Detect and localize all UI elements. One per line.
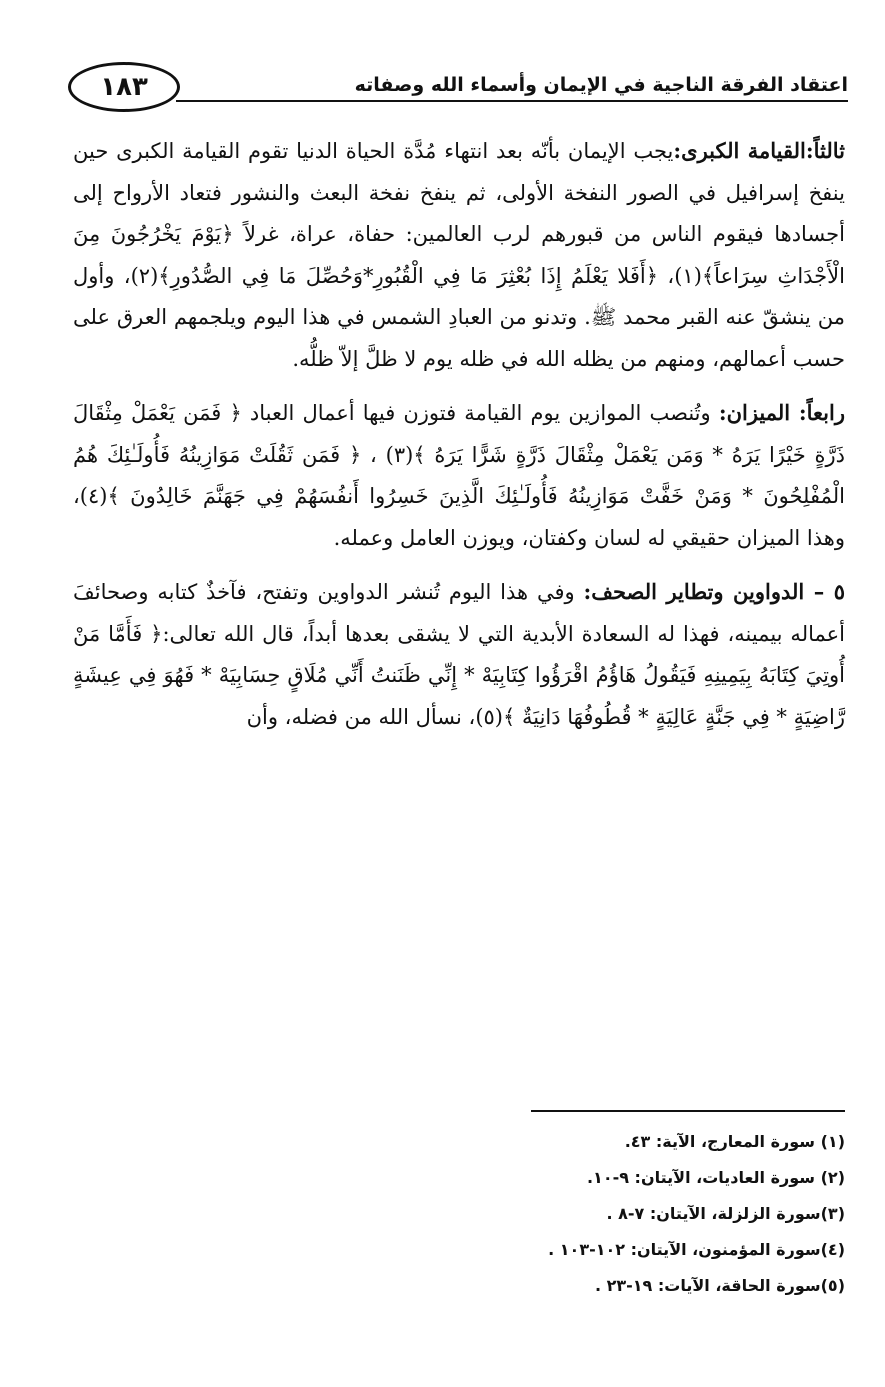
footnote-item: (٥)سورة الحاقة، الآيات: ١٩-٢٣ . <box>594 1276 845 1295</box>
paragraph-text: يجب الإيمان بأنّه بعد انتهاء مُدَّة الحياة الدنيا تقوم القيامة الكبرى حين ينفخ إسرافيل في الصور النفخة الأولى، ثم ينفخ نفخة البعث والنشور فتعاد الأرواح إلى أجسادها فيقوم الناس من قبورهم لرب العالمين: حفاة، عراة، غرلاً ﴿يَوْمَ يَخْرُجُونَ مِنَ الْأَجْدَاثِ سِرَاعاً﴾(١)، ﴿أَفَلا يَعْلَمُ إِذَا بُعْثِرَ مَا فِي الْقُبُورِ*وَحُصِّلَ مَا فِي الصُّدُورِ﴾(٢)، وأول من ينشقّ عنه القبر محمد ﷺ. وتدنو من العبادِ الشمس في هذا اليوم ويلجمهم العرق على حسب أعمالهم، ومنهم من يظله الله في ظله يوم لا ظلَّ إلاّ ظلُّه. <box>73 139 845 371</box>
paragraph-records <box>73 571 845 738</box>
footnote-item: (١) سورة المعارج، الآية: ٤٣. <box>624 1132 845 1151</box>
footnote-item: (٣)سورة الزلزلة، الآيتان: ٧-٨ . <box>606 1204 845 1223</box>
running-header <box>68 62 848 122</box>
page-number: ١٨٣ <box>68 62 180 112</box>
footnotes <box>73 1124 845 1304</box>
paragraph-text: وفي هذا اليوم تُنشر الدواوين وتفتح، فآخذٌ كتابه وصحائفَ أعماله بيمينه، فهذا له السعادة الأبدية التي لا يشقى بعدها أبداً، قال الله تعالى:﴿ فَأَمَّا مَنْ أُوتِيَ كِتَابَهُ بِيَمِينِهِ فَيَقُولُ هَاؤُمُ اقْرَؤُوا كِتَابِيَهْ * إِنِّي ظَنَنتُ أَنِّي مُلَاقٍ حِسَابِيَهْ * فَهُوَ فِي عِيشَةٍ رَّاضِيَةٍ * فِي جَنَّةٍ عَالِيَةٍ * قُطُوفُهَا دَانِيَةٌ ﴾(٥)، نسأل الله من فضله، وأن <box>73 580 845 729</box>
paragraph-text: وتُنصب الموازين يوم القيامة فتوزن فيها أعمال العباد ﴿ فَمَن يَعْمَلْ مِثْقَالَ ذَرَّةٍ خَيْرًا يَرَهُ * وَمَن يَعْمَلْ مِثْقَالَ ذَرَّةٍ شَرًّا يَرَهُ ﴾(٣) ، ﴿ فَمَن ثَقُلَتْ مَوَازِينُهُ فَأُولَـٰئِكَ هُمُ الْمُفْلِحُونَ * وَمَنْ خَفَّتْ مَوَازِينُهُ فَأُولَـٰئِكَ الَّذِينَ خَسِرُوا أَنفُسَهُمْ فِي جَهَنَّمَ خَالِدُونَ ﴾(٤)، وهذا الميزان حقيقي له لسان وكفتان، ويوزن العامل وعمله. <box>73 401 845 550</box>
footnote-separator <box>531 1110 845 1112</box>
main-text <box>73 130 845 738</box>
footnote-item: (٤)سورة المؤمنون، الآيتان: ١٠٢-١٠٣ . <box>548 1240 845 1259</box>
footnote-item: (٢) سورة العاديات، الآيتان: ٩-١٠. <box>586 1168 845 1187</box>
paragraph-heading: ٥ – الدواوين وتطاير الصحف: <box>583 579 845 604</box>
header-rule <box>176 100 848 102</box>
header-title: اعتقاد الفرقة الناجية في الإيمان وأسماء الله وصفاته <box>354 74 848 96</box>
paragraph-scale <box>73 392 845 559</box>
paragraph-resurrection <box>73 130 845 380</box>
paragraph-heading: ثالثاً:القيامة الكبرى: <box>673 138 845 163</box>
paragraph-heading: رابعاً: الميزان: <box>718 400 845 425</box>
